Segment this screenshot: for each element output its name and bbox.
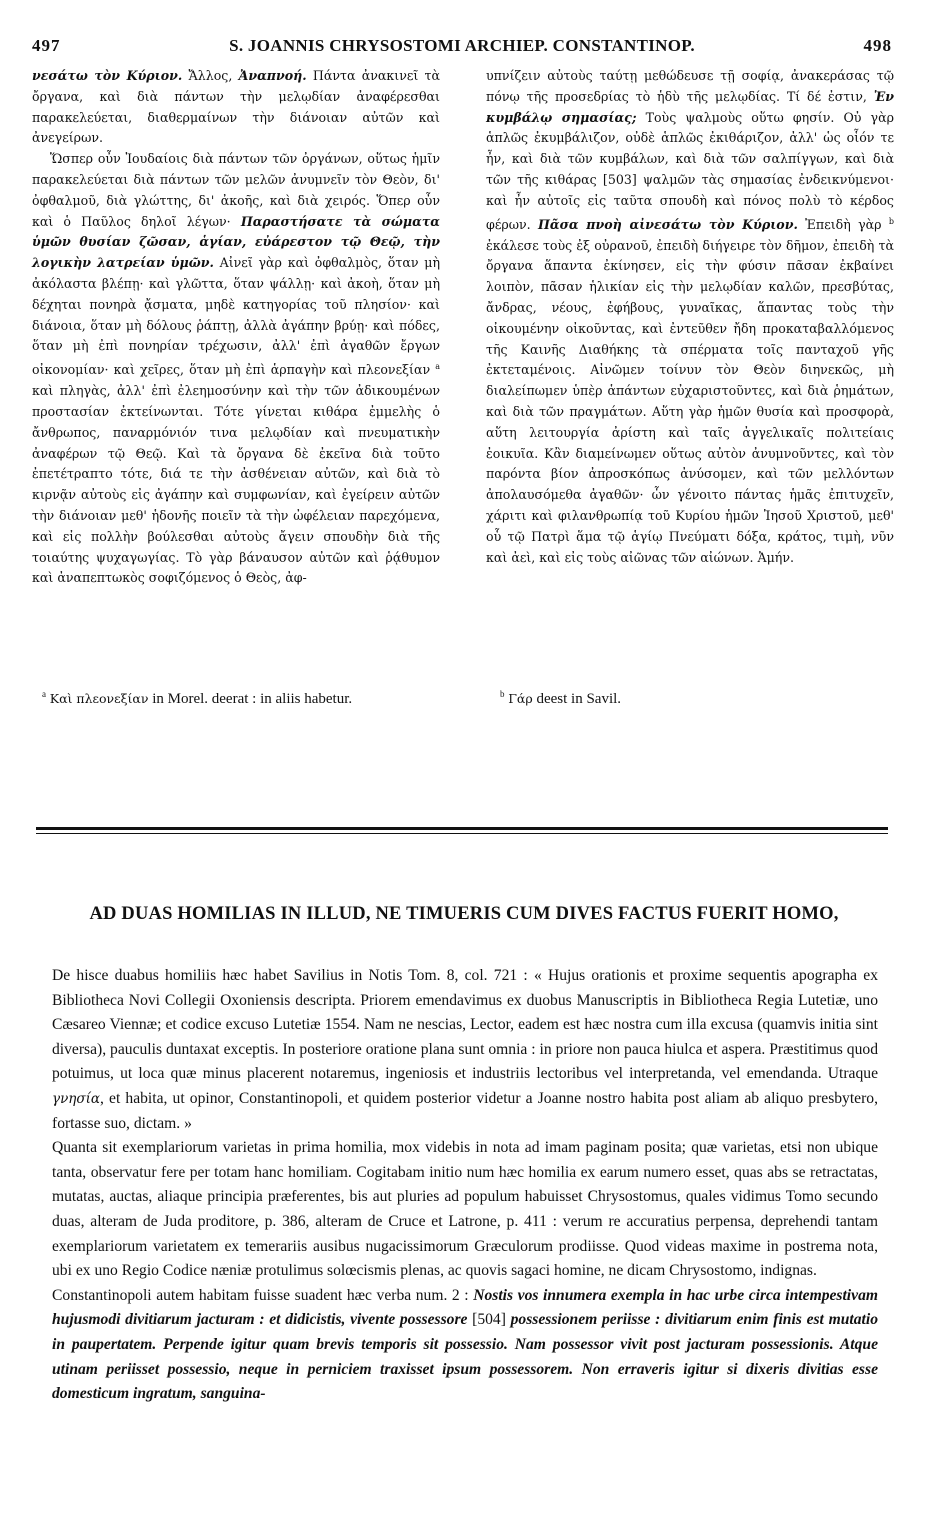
latin-p1-greek: γνησία [52,1090,100,1107]
left-column [32,66,440,589]
footnote-left-marker: a [42,689,46,699]
left-p2-italic: Παραστήσατε τὰ σώματα ὑμῶν θυσίαν ζῶσαν, ἁγίαν, εὐάρεστον τῷ Θεῷ, τὴν λογικὴν λατρείαν ὑμῶν. [32,213,440,271]
footnote-marker-a: a [435,362,440,372]
latin-paragraph-2: Quanta sit exemplariorum varietas in prima homilia, mox videbis in nota ad imam paginam posita; quæ varietas, etsi non ubique tanta, observatur fere per totam hanc homiliam. Cogitabam initio num hæc homilia ex earum numero esset, quas abs se retractatas, mutatas, auctas, aliaque principia præferentes, bis aut pluries ad populum habuisset Chrysostomus, quales vidimus Tomo secundo duas, alteram de Juda proditore, p. 386, alteram de Cruce et Latrone, p. 411 : verum re accuratius perpensa, deprehendi tantam exemplariorum varietatem ex temerariis ausibus nugacissimorum Græculorum prodiisse. Quod videas maxime in postrema nota, ubi ex uno Regio Codice næniæ protulimus solœcismis plenas, ac quovis sagaci homine, ne dicam Chrysostomo, indignas. [52,1139,878,1280]
right-p1-mid: Τοὺς ψαλμοὺς οὕτω φησίν. Οὐ γὰρ ἁπλῶς ἐκυμβάλιζον, οὐδὲ ἁπλῶς ἐκιθάριζον, ἀλλ' ὡς οἷόν τε ἦν, καὶ διὰ τῶν κυμβάλων, καὶ διὰ τῶν σαλπίγγων, καὶ διὰ τῶν τῆς κιθάρας [503] ψαλμῶν τὰς σημασίας ἐνδεικνύμενοι· καὶ ἦν αὐτοῖς εἰς ταῦτα σπουδὴ καὶ πόνος πολὺ τὸ κέρδος φέρων. [486,109,894,232]
section-title: AD DUAS HOMILIAS IN ILLUD, NE TIMUERIS CUM DIVES FACTUS FUERIT HOMO, [89,904,839,924]
latin-p3-italic-b: possessionem periisse : divitiarum enim finis est mutatio in paupertatem. Perpende igitur quam brevis temporis sit possessio. Nam possessor vivit post jacturam possessionis. Atque utinam periisset possessio, neque in perniciem traxisset ipsum possessorem. Non erraveris igitur si dixeris divitias esse domesticum ingratum, sanguina- [52,1311,878,1403]
latin-paragraph-1 [52,964,878,1136]
left-paragraph-2 [32,149,440,589]
section-divider-thin [36,833,888,834]
left-p2-rest: Αἰνεῖ γὰρ καὶ ὀφθαλμὸς, ὅταν μὴ ἀκόλαστα βλέπῃ· καὶ γλῶττα, ὅταν ψάλλῃ· καὶ ἀκοὴ, ὅταν μὴ δέχηται πονηρὰ ᾄσματα, μηδὲ κατηγορίας τοῦ πλησίον· καὶ διάνοια, ὅταν μὴ δόλους ῥάπτῃ, ἀλλὰ ἀγάπην βρύῃ· καὶ πόδες, ὅταν μὴ ἐπὶ πονηρίαν τρέχωσιν, ἀλλ' ἐπὶ ἀγαθῶν ἔργων οἰκονομίαν· καὶ χεῖρες, ὅταν μὴ ἐπὶ ἁρπαγὴν καὶ πλεονεξίαν [32,255,440,378]
left-p2-start: Ὥσπερ οὖν Ἰουδαίοις διὰ πάντων τῶν ὀργάνων, οὕτως ἡμῖν παρακελεύεται διὰ πάντων τῶν μελῶν ἀνυμνεῖν τὸν Θεὸν, δι' ὀφθαλμοῦ, διὰ γλώττης, δι' ἀκοῆς, καὶ διὰ χειρός. Ὅπερ οὖν καὶ ὁ Παῦλος δηλοῖ λέγων· [32,151,440,229]
page-number-right: 498 [863,36,892,55]
footnote-right-marker: b [500,689,505,699]
right-p1-italic2: Πᾶσα πνοὴ αἰνεσάτω τὸν Κύριον. [538,216,798,232]
left-p1-plain-a: Ἄλλος, [182,68,239,83]
latin-paragraph-3 [52,1284,878,1407]
right-p1-after: Ἐπειδὴ γὰρ [797,216,882,232]
footnote-left-latin: in Morel. deerat : in aliis habetur. [148,691,353,707]
section-divider-thick [36,827,888,830]
latin-p1-b: , et habita, ut opinor, Constantinopoli, et quidem posterior videtur a Joanne nostro habita post aliam ab aliquo presbytero, fortasse suo, dictam. » [52,1089,878,1132]
right-p1-italic: Ἐν κυμβάλῳ σημασίας; [486,88,894,125]
footnote-right-latin: deest in Savil. [532,691,622,707]
footnote-right [500,684,621,709]
latin-p3-italic-a: Nostis vos innumera exempla in hac urbe circa intempestivam hujusmodi divitiarum jacturam : et didicistis, vivente possessore [52,1286,878,1329]
left-p1-rest: Πάντα ἀνακινεῖ τὰ ὄργανα, καὶ διὰ πάντων τὴν μελῳδίαν ἀναφέρεσθαι παρακελεύεται, διαθερμαίνων τὴν διάνοιαν αὐτῶν καὶ ἀνεγείρων. [32,68,440,146]
footnote-right-greek: Γάρ [508,691,533,706]
left-p2-end: καὶ πληγὰς, ἀλλ' ἐπὶ ἐλεημοσύνην καὶ τὴν τῶν ἀδικουμένων προστασίαν ἐκτείνωνται. Τότε γίνεται κιθάρα ἐμμελὴς ὁ ἄνθρωπος, παναρμόνιόν τινα μελῳδίαν καὶ πνευματικὴν ἀναφέρων τῷ Θεῷ. Καὶ τὰ ὄργανα δὲ ἐκεῖνα διὰ τοῦτο ἐπετέτραπτο τότε, διά τε τὴν ἀσθένειαν αὐτῶν, καὶ διὰ τὸ κιρνᾷν αὐτοὺς εἰς ἀγάπην καὶ συμφωνίαν, καὶ ἐγείρειν αὐτῶν τὴν διάνοιαν μεθ' ἡδονῆς ποιεῖν τὰ τὴν ὠφέλειαν παρεχόμενα, καὶ εἰς πολλὴν βούλεσθαι αὐτοὺς ἄγειν σπουδὴν διὰ τῆς τοιαύτης ψυχαγωγίας. Τὸ γὰρ βάναυσον αὐτῶν καὶ ῥᾴθυμον καὶ ἀναπεπτωκὸς σοφιζόμενος ὁ Θεὸς, ἀφ- [32,383,440,586]
latin-p3-mid: [504] [467,1311,511,1329]
page-number-left: 497 [32,36,61,55]
footnote-left [42,684,352,709]
left-p1-italic-b: Ἀναπνοή. [238,68,307,83]
footnote-marker-b: b [888,216,894,226]
right-column [486,66,894,568]
right-p1-end: ἐκάλεσε τοὺς ἐξ οὐρανοῦ, ἐπειδὴ διήγειρε τὸν δῆμον, ἐπειδὴ τὰ ὄργανα ἅπαντα ἐκίνησεν, εἰς τὴν φύσιν πᾶσαν ἐκβαίνει λοιπὸν, πᾶσαν ἡλικίαν εἰς τὴν μελῳδίαν καλῶν, πρεσβύτας, ἄνδρας, νέους, ἐφήβους, γυναῖκας, ἅπαντας τοὺς τὴν οἰκουμένην οἰκοῦντας, καὶ ἐντεῦθεν ἤδη προκαταβαλλόμενος τῆς Καινῆς Διαθήκης τὰ σπέρματα τοῖς πανταχοῦ γῆς ἐκτεταμένοις. Αἰνῶμεν τοίνυν τὸν Θεὸν διηνεκῶς, μὴ διαλείπωμεν ὑπὲρ ἁπάντων εὐχαριστοῦντες, καὶ διὰ ῥημάτων, καὶ διὰ τῶν πραγμάτων. Αὕτη γὰρ ἡμῶν θυσία καὶ προσφορὰ, αὕτη λειτουργία ἀρίστη καὶ ταῖς ἀγγελικαῖς πολιτείαις ἐοικυῖα. Κἂν διαμείνωμεν οὕτως αὐτὸν ἀνυμνοῦντες, καὶ τὸν παρόντα βίον ἀπροσκόπως ἀνύσομεν, καὶ τῶν μελλόντων ἀπολαυσόμεθα ἀγαθῶν· ὧν γένοιτο πάντας ἡμᾶς ἐπιτυχεῖν, χάριτι καὶ φιλανθρωπίᾳ τοῦ Κυρίου ἡμῶν Ἰησοῦ Χριστοῦ, μεθ' οὗ τῷ Πατρὶ ἅμα τῷ ἁγίῳ Πνεύματι δόξα, κράτος, τιμὴ, νῦν καὶ ἀεὶ, καὶ εἰς τοὺς αἰῶνας τῶν αἰώνων. Ἀμήν. [486,237,894,565]
right-p1-start: υπνίζειν αὐτοὺς ταύτῃ μεθώδευσε τῇ σοφίᾳ, ἀνακεράσας τῷ πόνῳ τῆς προσεδρίας τὸ ἡδὺ τῆς μελῳδίας. Τί δέ ἐστιν, [486,68,894,104]
page-header [32,36,892,62]
latin-preface [52,964,878,1407]
right-paragraph-1 [486,66,894,568]
left-paragraph-1 [32,66,440,149]
latin-p3-a: Constantinopoli autem habitam fuisse suadent hæc verba num. 2 : [52,1286,474,1304]
running-title: S. JOANNIS CHRYSOSTOMI ARCHIEP. CONSTANTINOP. [229,36,695,55]
latin-p1-a: De hisce duabus homiliis hæc habet Savilius in Notis Tom. 8, col. 721 : « Hujus orationis et proxime sequentis apographa ex Bibliotheca Novi Collegii Oxoniensis descripta. Priorem emendavimus ex duobus Manuscriptis in Bibliotheca Regia Lutetiæ, uno Cæsareo Viennæ; et codice excuso Lutetiæ 1554. Nam ne nescias, Lector, eadem est hæc nostra cum illa excusa (quamvis initia sint diversa), pauculis duntaxat exceptis. In posteriore oratione plana sunt omnia : in priore non pauca hiulca et aspera. Præstitimus quod potuimus, ut loca quæ minus placerent notaremus, ingeniosis et industriis lectoribus vel interpretanda, vel emendanda. Utraque [52,967,878,1083]
footnote-left-greek: Καὶ πλεονεξίαν [49,691,149,706]
left-p1-italic-start: νεσάτω τὸν Κύριον. [32,68,183,83]
